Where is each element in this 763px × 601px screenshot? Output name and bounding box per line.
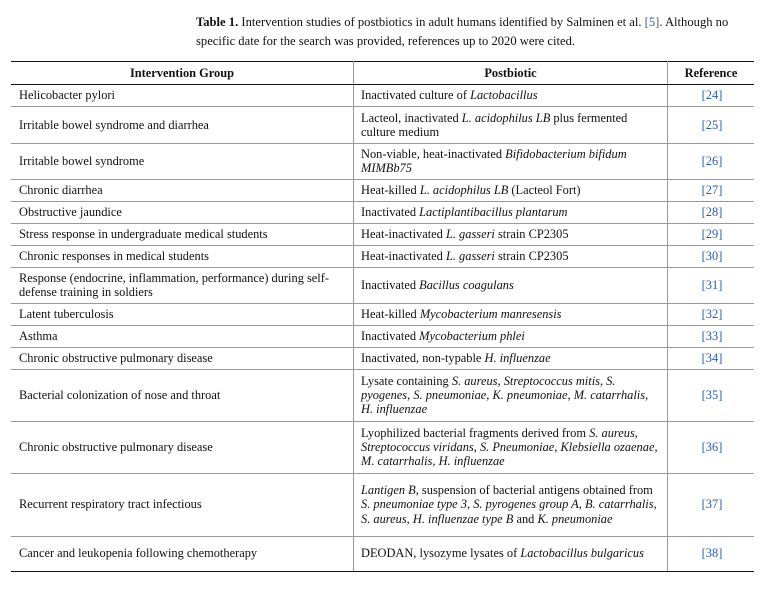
postbiotic-text: Inactivated, non-typable	[361, 350, 485, 365]
postbiotic-text: , suspension of bacterial antigens obtained from	[415, 483, 653, 498]
postbiotics-table	[11, 61, 754, 572]
table-row	[11, 85, 754, 107]
reference-link[interactable]: [26]	[701, 154, 723, 169]
cell-intervention-group: Irritable bowel syndrome and diarrhea	[11, 107, 354, 144]
postbiotic-species-name: S. pyrogenes group A	[473, 497, 579, 512]
cell-postbiotic	[354, 85, 668, 107]
postbiotic-text: ,	[432, 454, 439, 469]
cell-postbiotic	[354, 303, 668, 325]
postbiotic-species-name: H. influenzae	[361, 402, 428, 417]
postbiotic-species-name: S. aureus	[451, 373, 498, 388]
table-header-row	[11, 62, 754, 85]
header-intervention-group: Intervention Group	[11, 62, 354, 85]
reference-link[interactable]: [25]	[701, 117, 723, 132]
cell-reference	[668, 107, 755, 144]
postbiotic-species-name: L. gasseri	[445, 249, 495, 264]
cell-postbiotic	[354, 144, 668, 180]
postbiotic-text: (Lacteol Fort)	[508, 183, 581, 198]
postbiotic-species-name: Lantigen B	[361, 483, 416, 498]
table-row	[11, 536, 754, 571]
cell-intervention-group: Chronic responses in medical students	[11, 245, 354, 267]
cell-intervention-group: Chronic obstructive pulmonary disease	[11, 421, 354, 473]
postbiotic-text: Inactivated	[361, 328, 420, 343]
reference-link[interactable]: [38]	[701, 546, 723, 561]
postbiotic-species-name: H. influenzae	[438, 454, 505, 469]
reference-link[interactable]: [28]	[701, 205, 723, 220]
cell-reference	[668, 179, 755, 201]
reference-link[interactable]: [32]	[701, 306, 723, 321]
postbiotic-species-name: H. influenzae type B	[412, 511, 514, 526]
postbiotic-text: Heat-killed	[361, 183, 420, 198]
postbiotic-text: ,	[473, 439, 480, 454]
postbiotic-species-name: L. acidophilus LB	[461, 110, 551, 125]
table-caption	[196, 13, 756, 51]
cell-postbiotic	[354, 223, 668, 245]
cell-postbiotic	[354, 201, 668, 223]
table-body	[11, 85, 754, 572]
table-row	[11, 325, 754, 347]
cell-intervention-group: Recurrent respiratory tract infectious	[11, 473, 354, 536]
caption-reference-link[interactable]: [5]	[644, 15, 660, 29]
table-row	[11, 107, 754, 144]
cell-intervention-group: Cancer and leukopenia following chemotherapy	[11, 536, 354, 571]
postbiotic-text: Inactivated culture of	[361, 88, 471, 103]
cell-reference	[668, 267, 755, 303]
cell-reference	[668, 144, 755, 180]
reference-link[interactable]: [29]	[701, 227, 723, 242]
postbiotic-species-name: S. aureus	[589, 425, 635, 440]
postbiotic-text: and	[513, 511, 538, 526]
reference-link[interactable]: [27]	[701, 183, 723, 198]
cell-postbiotic	[354, 347, 668, 369]
postbiotic-text: DEODAN, lysozyme lysates of	[361, 546, 521, 561]
reference-link[interactable]: [33]	[701, 328, 723, 343]
postbiotic-text: Lysate containing	[361, 373, 452, 388]
postbiotic-text: ,	[466, 497, 474, 512]
postbiotic-species-name: H. influenzae	[484, 350, 551, 365]
cell-postbiotic	[354, 107, 668, 144]
postbiotic-text: Heat-inactivated	[361, 227, 446, 242]
cell-intervention-group: Chronic obstructive pulmonary disease	[11, 347, 354, 369]
postbiotic-text: ,	[497, 373, 504, 388]
reference-link[interactable]: [30]	[701, 249, 723, 264]
cell-intervention-group: Response (endocrine, inflammation, performance) during self-defense training in soldiers	[11, 267, 354, 303]
postbiotic-text: ,	[634, 425, 638, 440]
postbiotic-species-name: Mycobacterium phlei	[419, 328, 525, 343]
table-row	[11, 144, 754, 180]
postbiotic-species-name: K. pneumoniae	[492, 387, 568, 402]
cell-intervention-group: Asthma	[11, 325, 354, 347]
cell-reference	[668, 325, 755, 347]
caption-label: Table 1.	[196, 15, 239, 29]
cell-postbiotic	[354, 536, 668, 571]
cell-intervention-group: Chronic diarrhea	[11, 179, 354, 201]
postbiotic-species-name: Streptococcus mitis	[503, 373, 600, 388]
postbiotic-text: ,	[554, 439, 561, 454]
postbiotic-text: Heat-inactivated	[361, 249, 446, 264]
cell-reference	[668, 536, 755, 571]
header-reference: Reference	[668, 62, 755, 85]
table-row	[11, 421, 754, 473]
cell-intervention-group: Latent tuberculosis	[11, 303, 354, 325]
postbiotic-species-name: Lactobacillus bulgaricus	[520, 546, 644, 561]
postbiotic-text: ,	[567, 387, 574, 402]
postbiotic-text: Heat-killed	[361, 306, 420, 321]
postbiotic-species-name: S. pneumoniae type 3	[361, 497, 467, 512]
cell-postbiotic	[354, 473, 668, 536]
cell-postbiotic	[354, 369, 668, 421]
postbiotic-text: ,	[599, 373, 607, 388]
postbiotic-text: ,	[654, 439, 658, 454]
table-row	[11, 179, 754, 201]
cell-postbiotic	[354, 421, 668, 473]
postbiotic-species-name: Streptococcus viridans	[361, 439, 474, 454]
cell-reference	[668, 85, 755, 107]
caption-text-end: . Although no specific date for the search was provided, references up to 2020 were cited.	[196, 15, 729, 48]
table-row	[11, 369, 754, 421]
reference-link[interactable]: [24]	[701, 88, 723, 103]
cell-reference	[668, 473, 755, 536]
postbiotic-species-name: Mycobacterium manresensis	[419, 306, 562, 321]
table-row	[11, 245, 754, 267]
postbiotic-text: strain CP2305	[494, 227, 569, 242]
cell-postbiotic	[354, 245, 668, 267]
cell-reference	[668, 369, 755, 421]
postbiotic-species-name: S. aureus	[361, 511, 407, 526]
cell-postbiotic	[354, 179, 668, 201]
cell-reference	[668, 223, 755, 245]
cell-intervention-group: Helicobacter pylori	[11, 85, 354, 107]
cell-intervention-group: Bacterial colonization of nose and throat	[11, 369, 354, 421]
postbiotic-text: ,	[406, 511, 413, 526]
cell-postbiotic	[354, 325, 668, 347]
cell-reference	[668, 303, 755, 325]
postbiotic-text: ,	[407, 387, 414, 402]
table-row	[11, 267, 754, 303]
cell-intervention-group: Obstructive jaundice	[11, 201, 354, 223]
reference-link[interactable]: [31]	[701, 278, 723, 293]
postbiotic-species-name: L. acidophilus LB	[419, 183, 509, 198]
postbiotic-species-name: M. catarrhalis	[361, 454, 433, 469]
postbiotic-text: Lyophilized bacterial fragments derived from	[361, 425, 590, 440]
reference-link[interactable]: [36]	[701, 439, 723, 454]
reference-link[interactable]: [37]	[701, 497, 723, 512]
postbiotic-text: Inactivated	[361, 205, 420, 220]
cell-reference	[668, 201, 755, 223]
postbiotic-species-name: B. catarrhalis	[584, 497, 654, 512]
cell-postbiotic	[354, 267, 668, 303]
postbiotic-species-name: L. gasseri	[445, 227, 495, 242]
table-row	[11, 473, 754, 536]
postbiotic-species-name: Klebsiella ozaenae	[560, 439, 655, 454]
cell-intervention-group: Stress response in undergraduate medical students	[11, 223, 354, 245]
postbiotic-species-name: S. pyogenes	[361, 373, 616, 402]
postbiotic-species-name: Lactobacillus	[470, 88, 538, 103]
postbiotic-species-name: S. Pneumoniae	[479, 439, 555, 454]
header-postbiotic: Postbiotic	[354, 62, 668, 85]
table-row	[11, 223, 754, 245]
postbiotic-text: ,	[645, 387, 649, 402]
postbiotic-text: Non-viable, heat-inactivated	[361, 147, 506, 161]
postbiotic-species-name: Bacillus coagulans	[419, 278, 514, 293]
caption-text: Intervention studies of postbiotics in adult humans identified by Salminen et al.	[238, 15, 645, 29]
cell-reference	[668, 245, 755, 267]
postbiotic-text: ,	[653, 497, 657, 512]
postbiotic-species-name: Bifidobacterium bifidum MIMBb75	[361, 147, 627, 176]
cell-reference	[668, 421, 755, 473]
postbiotic-text: ,	[578, 497, 585, 512]
postbiotic-text: Lacteol, inactivated	[361, 110, 462, 125]
table-row	[11, 347, 754, 369]
reference-link[interactable]: [34]	[701, 350, 723, 365]
table-row	[11, 201, 754, 223]
cell-reference	[668, 347, 755, 369]
reference-link[interactable]: [35]	[701, 387, 723, 402]
cell-intervention-group: Irritable bowel syndrome	[11, 144, 354, 180]
table-row	[11, 303, 754, 325]
postbiotic-text: plus fermented culture medium	[361, 110, 628, 139]
postbiotic-species-name: Lactiplantibacillus plantarum	[419, 205, 568, 220]
postbiotic-species-name: S. pneumoniae	[413, 387, 487, 402]
postbiotic-text: strain CP2305	[494, 249, 569, 264]
postbiotic-text: Inactivated	[361, 278, 420, 293]
postbiotic-species-name: K. pneumoniae	[537, 511, 613, 526]
postbiotic-text: ,	[486, 387, 493, 402]
postbiotic-species-name: M. catarrhalis	[573, 387, 646, 402]
